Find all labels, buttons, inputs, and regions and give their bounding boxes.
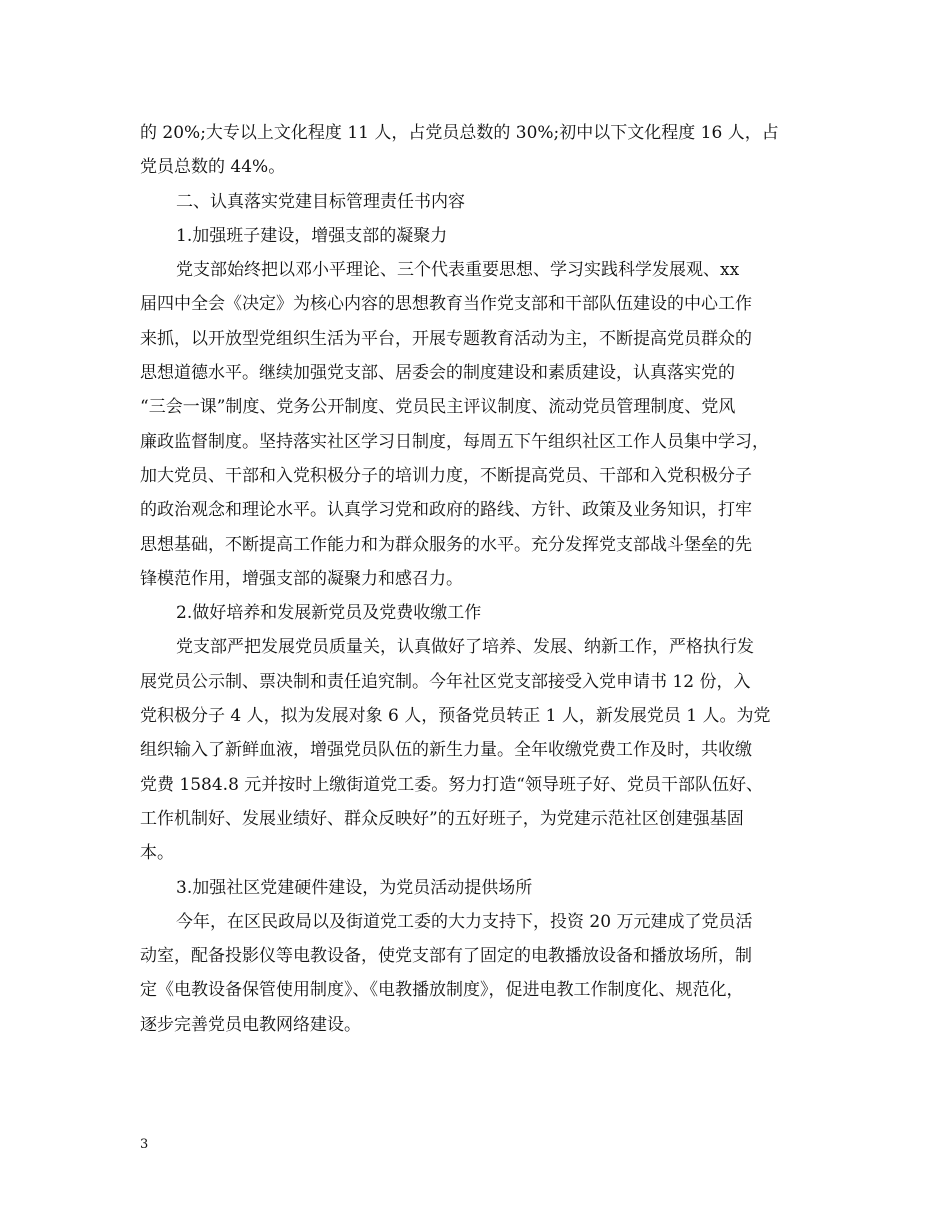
- paragraph-line: 今年，在区民政局以及街道党工委的大力支持下，投资 20 万元建成了党员活: [176, 911, 753, 932]
- paragraph-line: 展党员公示制、票决制和责任追究制。今年社区党支部接受入党申请书 12 份，入: [140, 671, 751, 692]
- paragraph-line: 逐步完善党员电教网络建设。: [140, 1014, 361, 1035]
- paragraph-line: 锋模范作用，增强支部的凝聚力和感召力。: [140, 568, 463, 589]
- paragraph-line: 组织输入了新鲜血液，增强党员队伍的新生力量。全年收缴党费工作及时，共收缴: [140, 740, 752, 761]
- text-line: 的 20%;大专以上文化程度 11 人，占党员总数的 30%;初中以下文化程度 16 人，占: [140, 123, 779, 143]
- document-body: [140, 116, 820, 1042]
- page-number: 3: [140, 1137, 149, 1152]
- paragraph-line: 党支部严把发展党员质量关，认真做好了培养、发展、纳新工作，严格执行发: [176, 637, 754, 658]
- paragraph-line: 工作机制好、发展业绩好、群众反映好”的五好班子，为党建示范社区创建强基固: [140, 808, 744, 829]
- section-heading: 二、认真落实党建目标管理责任书内容: [176, 191, 465, 212]
- paragraph-line: 动室，配备投影仪等电教设备，使党支部有了固定的电教播放设备和播放场所，制: [140, 946, 752, 967]
- subsection-heading: 2.做好培养和发展新党员及党费收缴工作: [176, 603, 482, 624]
- paragraph-line: 定《电教设备保管使用制度》、《电教播放制度》，促进电教工作制度化、规范化，: [140, 980, 744, 1001]
- paragraph-line: 廉政监督制度。坚持落实社区学习日制度，每周五下午组织社区工作人员集中学习，: [140, 431, 769, 452]
- paragraph-line: 的政治观念和理论水平。认真学习党和政府的路线、方针、政策及业务知识，打牢: [140, 500, 752, 521]
- paragraph-line: 届四中全会《决定》为核心内容的思想教育当作党支部和干部队伍建设的中心工作: [140, 294, 752, 315]
- paragraph-line: “三会一课”制度、党务公开制度、党员民主评议制度、流动党员管理制度、党风: [140, 397, 736, 418]
- paragraph-line: 思想基础，不断提高工作能力和为群众服务的水平。充分发挥党支部战斗堡垒的先: [140, 534, 752, 555]
- paragraph-line: 本。: [140, 843, 174, 864]
- paragraph-line: 来抓，以开放型党组织生活为平台，开展专题教育活动为主，不断提高党员群众的: [140, 328, 752, 349]
- paragraph-line: 加大党员、干部和入党积极分子的培训力度，不断提高党员、干部和入党积极分子: [140, 465, 752, 486]
- paragraph-line: 思想道德水平。继续加强党支部、居委会的制度建设和素质建设，认真落实党的: [140, 363, 735, 384]
- subsection-heading: 1.加强班子建设，增强支部的凝聚力: [176, 225, 448, 246]
- text-line: 党员总数的 44%。: [140, 157, 286, 178]
- paragraph-line: 党支部始终把以邓小平理论、三个代表重要思想、学习实践科学发展观、xx: [176, 260, 740, 281]
- paragraph-line: 党积极分子 4 人，拟为发展对象 6 人，预备党员转正 1 人，新发展党员 1 人。为党: [140, 706, 771, 727]
- paragraph-line: 党费 1584.8 元并按时上缴街道党工委。努力打造“领导班子好、党员干部队伍好、: [140, 774, 763, 795]
- subsection-heading: 3.加强社区党建硬件建设，为党员活动提供场所: [176, 877, 533, 898]
